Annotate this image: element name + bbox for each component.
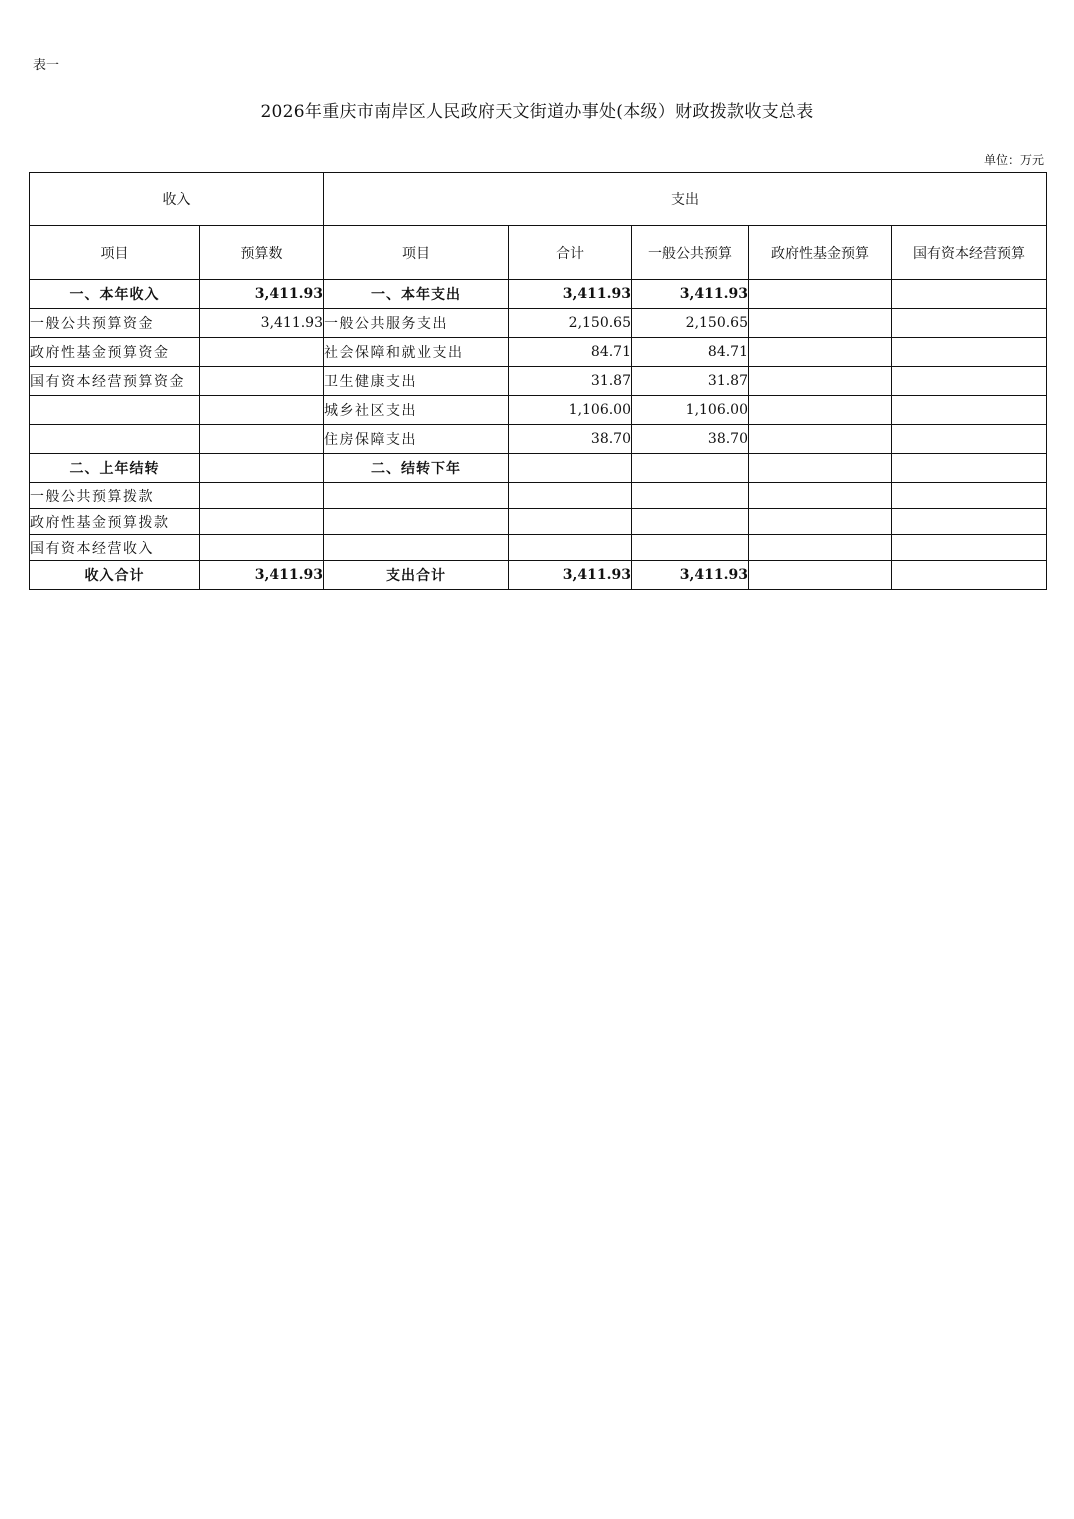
general-public-total-amount: 3,411.93: [632, 561, 749, 590]
state-capital-amount: [892, 396, 1047, 425]
income-item: 一、本年收入: [30, 280, 200, 309]
income-item: [30, 425, 200, 454]
state-capital-total-amount: [892, 561, 1047, 590]
gov-fund-amount: [749, 454, 892, 483]
expense-item: [324, 509, 509, 535]
general-public-amount: 1,106.00: [632, 396, 749, 425]
gov-fund-amount: [749, 425, 892, 454]
state-capital-amount: [892, 280, 1047, 309]
table-row: [30, 535, 1047, 561]
gov-fund-total-amount: [749, 561, 892, 590]
total-amount: 2,150.65: [509, 309, 632, 338]
income-amount: [200, 338, 324, 367]
table-row: [30, 280, 1047, 309]
budget-amount-header: 预算数: [200, 226, 324, 280]
expense-total-amount: 3,411.93: [509, 561, 632, 590]
expense-item: 一般公共服务支出: [324, 309, 509, 338]
expense-item: [324, 535, 509, 561]
income-item: 政府性基金预算资金: [30, 338, 200, 367]
state-capital-amount: [892, 367, 1047, 396]
expense-item: 城乡社区支出: [324, 396, 509, 425]
table-row: [30, 367, 1047, 396]
total-amount: [509, 483, 632, 509]
income-amount: [200, 535, 324, 561]
general-public-amount: 3,411.93: [632, 280, 749, 309]
table-row: [30, 509, 1047, 535]
general-public-amount: [632, 454, 749, 483]
state-capital-amount: [892, 338, 1047, 367]
income-total-amount: 3,411.93: [200, 561, 324, 590]
gov-fund-amount: [749, 280, 892, 309]
state-capital-amount: [892, 535, 1047, 561]
income-amount: [200, 367, 324, 396]
income-amount: 3,411.93: [200, 309, 324, 338]
document-title: 2026年重庆市南岸区人民政府天文街道办事处(本级）财政拨款收支总表: [260, 102, 814, 122]
state-capital-amount: [892, 483, 1047, 509]
expense-item: 住房保障支出: [324, 425, 509, 454]
table-row: [30, 483, 1047, 509]
table-row: [30, 396, 1047, 425]
table-label: 表一: [33, 58, 60, 73]
totals-row: [30, 561, 1047, 590]
state-capital-amount: [892, 454, 1047, 483]
state-capital-header: 国有资本经营预算: [892, 226, 1047, 280]
income-item: 一般公共预算资金: [30, 309, 200, 338]
income-item: 国有资本经营预算资金: [30, 367, 200, 396]
table-row: [30, 309, 1047, 338]
income-item: [30, 396, 200, 425]
unit-label: 单位：万元: [983, 153, 1044, 167]
income-total-label: 收入合计: [30, 561, 200, 590]
income-item: 国有资本经营收入: [30, 535, 200, 561]
expense-item: 二、结转下年: [324, 454, 509, 483]
general-public-amount: [632, 535, 749, 561]
gov-fund-amount: [749, 396, 892, 425]
gov-fund-amount: [749, 509, 892, 535]
general-public-header: 一般公共预算: [632, 226, 749, 280]
gov-fund-header: 政府性基金预算: [749, 226, 892, 280]
state-capital-amount: [892, 309, 1047, 338]
income-amount: [200, 425, 324, 454]
income-header: 收入: [30, 173, 324, 226]
income-item: 政府性基金预算拨款: [30, 509, 200, 535]
gov-fund-amount: [749, 309, 892, 338]
general-public-amount: 84.71: [632, 338, 749, 367]
expense-item: 一、本年支出: [324, 280, 509, 309]
expense-total-label: 支出合计: [324, 561, 509, 590]
total-amount: [509, 454, 632, 483]
income-item: 一般公共预算拨款: [30, 483, 200, 509]
gov-fund-amount: [749, 483, 892, 509]
expense-item: 社会保障和就业支出: [324, 338, 509, 367]
expense-item: 卫生健康支出: [324, 367, 509, 396]
income-item-header: 项目: [30, 226, 200, 280]
expense-item-header: 项目: [324, 226, 509, 280]
budget-table: [29, 172, 1047, 590]
total-amount: 31.87: [509, 367, 632, 396]
income-item: 二、上年结转: [30, 454, 200, 483]
state-capital-amount: [892, 425, 1047, 454]
general-public-amount: 2,150.65: [632, 309, 749, 338]
expense-item: [324, 483, 509, 509]
general-public-amount: [632, 483, 749, 509]
gov-fund-amount: [749, 367, 892, 396]
table-row: [30, 425, 1047, 454]
table-row: [30, 454, 1047, 483]
total-amount: 1,106.00: [509, 396, 632, 425]
total-amount: [509, 509, 632, 535]
general-public-amount: [632, 509, 749, 535]
general-public-amount: 31.87: [632, 367, 749, 396]
income-amount: [200, 396, 324, 425]
income-amount: [200, 509, 324, 535]
total-amount: 38.70: [509, 425, 632, 454]
gov-fund-amount: [749, 535, 892, 561]
income-amount: [200, 483, 324, 509]
state-capital-amount: [892, 509, 1047, 535]
total-amount: [509, 535, 632, 561]
total-amount: 84.71: [509, 338, 632, 367]
income-amount: [200, 454, 324, 483]
gov-fund-amount: [749, 338, 892, 367]
total-amount: 3,411.93: [509, 280, 632, 309]
total-header: 合计: [509, 226, 632, 280]
table-row: [30, 338, 1047, 367]
general-public-amount: 38.70: [632, 425, 749, 454]
income-amount: 3,411.93: [200, 280, 324, 309]
expense-header: 支出: [324, 173, 1047, 226]
